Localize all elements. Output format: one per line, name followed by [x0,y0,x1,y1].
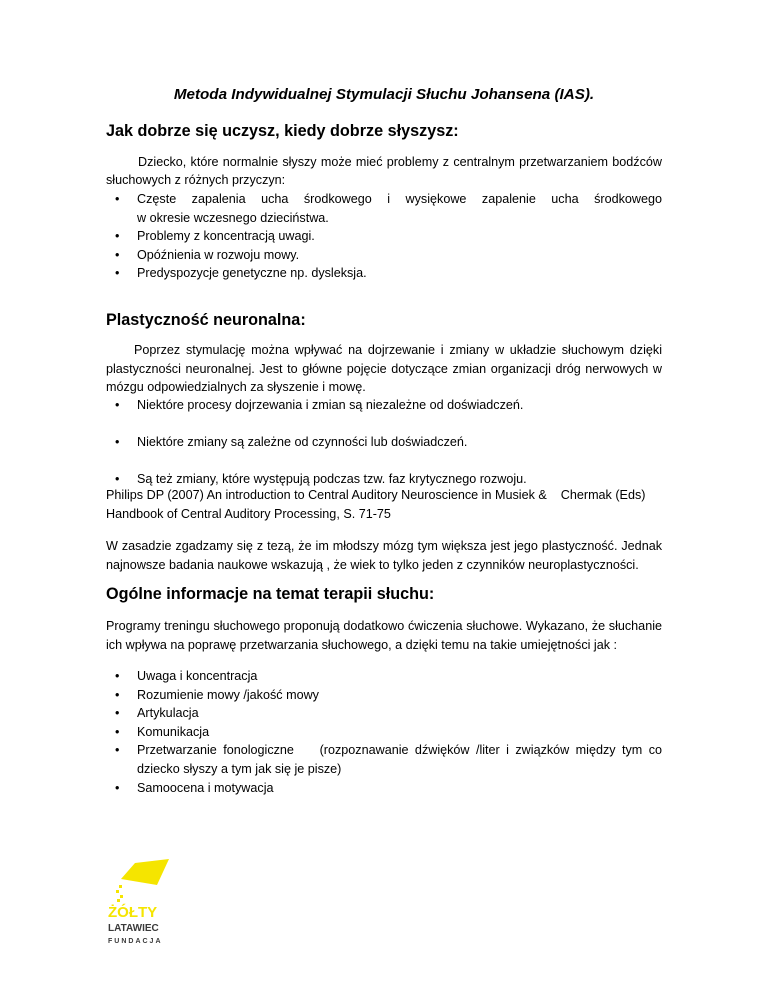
causes-list [106,190,662,283]
list-item: • Rozumienie mowy /jakość mowy [106,686,662,705]
list-item: • Artykulacja [106,704,662,723]
list-item: • Opóźnienia w rozwoju mowy. [106,246,662,265]
foundation-logo [105,855,169,951]
list-item: • Są też zmiany, które występują podczas tzw. faz krytycznego rozwoju. [106,470,662,489]
skills-list [106,667,662,797]
list-item: • Problemy z koncentracją uwagi. [106,227,662,246]
plasticity-paragraph: Poprzez stymulację można wpływać na dojrzewanie i zmiany w układzie słuchowym dzięki plastyczności neuronalnej. Jest to główne pojęcie dotyczące zmian organizacji dróg nerwowych w mózgu odpowiedzialnych za słyszenie i mowę. [106,343,662,395]
logo-line3: FUNDACJA [108,938,163,945]
therapy-paragraph: Programy treningu słuchowego proponują dodatkowo ćwiczenia słuchowe. Wykazano, że słuchanie ich wpływa na poprawę przetwarzania słuchowego, a dzięki temu na takie umiejętności jak : [106,619,662,652]
document-title: Metoda Indywidualnej Stymulacji Słuchu Johansena (IAS). [173,86,595,103]
kite-tail-icon [116,885,123,902]
list-item: • Uwaga i koncentracja [106,667,662,686]
list-item: • Częste zapalenia ucha środkowego i wysiękowe zapalenie ucha środkowego w okresie wczesnego dzieciństwa. [106,190,662,227]
list-item: • Niektóre procesy dojrzewania i zmian są niezależne od doświadczeń. [106,396,662,415]
citation-line1: Philips DP (2007) An introduction to Central Auditory Neuroscience in Musiek & Chermak (Eds) [106,488,646,502]
list-item: • Samoocena i motywacja [106,779,662,798]
logo-line2: LATAWIEC [108,923,159,934]
section-heading-hearing: Jak dobrze się uczysz, kiedy dobrze słyszysz: [106,122,459,140]
list-item: • Predyspozycje genetyczne np. dysleksja. [106,264,662,283]
list-item: • Niektóre zmiany są zależne od czynności lub doświadczeń. [106,433,662,452]
section-heading-plasticity: Plastyczność neuronalna: [106,311,306,329]
section-heading-therapy: Ogólne informacje na temat terapii słuchu: [106,585,435,603]
intro-paragraph-line1: Dziecko, które normalnie słyszy może mieć problemy z centralnym przetwarzaniem bodźców [138,155,662,169]
citation-line2: Handbook of Central Auditory Processing, S. 71-75 [106,507,391,521]
kite-icon [121,859,169,885]
age-paragraph: W zasadzie zgadzamy się z tezą, że im młodszy mózg tym większa jest jego plastyczność. Jednak najnowsze badania naukowe wskazują , że wiek to tylko jeden z czynników neuroplastyczności. [106,539,662,572]
list-item: • Komunikacja [106,723,662,742]
list-item: • Przetwarzanie fonologiczne (rozpoznawanie dźwięków /liter i związków między tym co dziecko słyszy a tym jak się je pisze) [106,741,662,778]
intro-paragraph-line2: słuchowych z różnych przyczyn: [106,173,286,187]
logo-line1: ŻÓŁTY [108,904,158,921]
